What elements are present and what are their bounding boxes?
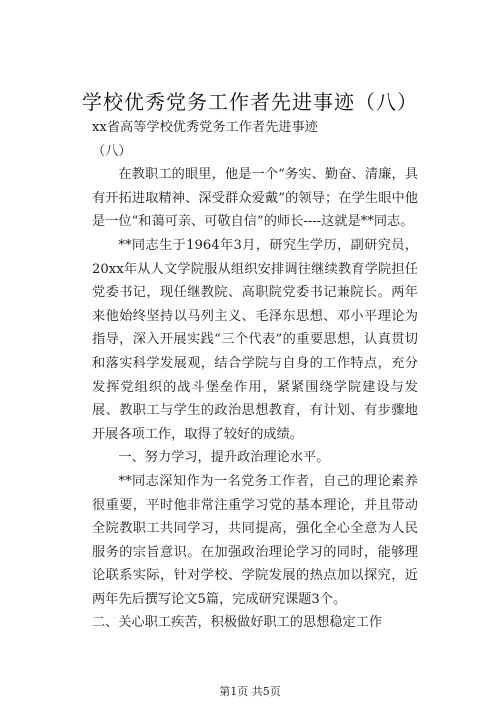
section-heading-care: 二、关心职工疾苦，积极做好职工的思想稳定工作 — [92, 615, 383, 631]
paragraph-study: **同志深知作为一名党务工作者，自己的理论素养很重要，平时他非常注重学习党的基本理论，并且带动全院教职工共同学习，共同提高，强化全心全意为人民服务的宗旨意识。在加强政治理论学习的同时，能够理论联系实际，针对学校、学院发展的热点加以探究，近两年先后撰写论文5篇，完成研究课题3个。 — [92, 473, 418, 607]
document-subtitle: xx省高等学校优秀党务工作者先进事迹 — [92, 120, 318, 135]
paragraph-intro: 在教职工的眼里，他是一个“务实、勤奋、清廉，具有开拓进取精神、深受群众爱戴”的领导；在学生眼中他是一位“和蔼可亲、可敬自信”的师长----这就是**同志。 — [92, 167, 418, 230]
page-number-footer: 第1页 共5页 — [219, 685, 281, 698]
document-body — [92, 116, 418, 635]
section-heading-study: 一、努力学习，提升政治理论水平。 — [118, 450, 330, 466]
section-marker: （八） — [92, 143, 132, 159]
paragraph-biography: **同志生于1964年3月，研究生学历，副研究员，20xx年从人文学院服从组织安排调往继续教育学院担任党委书记，现任继教院、高职院党委书记兼院长。两年来他始终坚持以马列主义、毛泽东思想、邓小平理论为指导，深入开展实践“三个代表”的重要思想，认真贯切和落实科学发展观，结合学院与自身的工作特点，充分发挥党组织的战斗堡垒作用，紧紧围绕学院建设与发展、教职工与学生的政治思想教育，有计划、有步骤地开展各项工作，取得了较好的成绩。 — [92, 237, 418, 442]
document-title: 学校优秀党务工作者先进事迹（八） — [82, 90, 418, 114]
